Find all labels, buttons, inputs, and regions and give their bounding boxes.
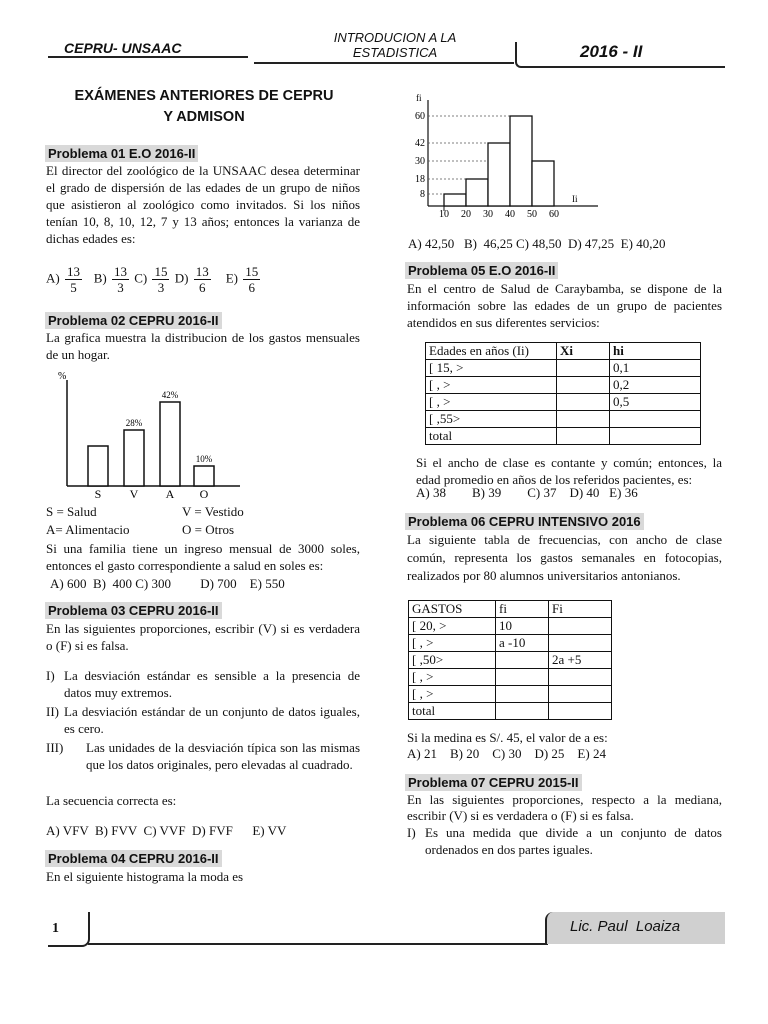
p04-hist-bar [510, 116, 532, 206]
p04-y-tick: 42 [415, 138, 425, 149]
p05-text: En el centro de Salud de Caraybamba, se dispone de la información sobre las edades de un grupo de pacientes atendidos en sus diferentes servicios: [407, 281, 722, 330]
p04-x-tick: 50 [527, 209, 537, 220]
p02-data-label: 42% [161, 390, 179, 400]
p06-title: Problema 06 CEPRU INTENSIVO 2016 [405, 513, 644, 530]
p02-legend-row2 [46, 521, 366, 538]
p03-item-3 [46, 739, 360, 773]
table-row [426, 428, 701, 445]
p01-opt-d-num: 13 [195, 264, 209, 279]
p02-bar-o [194, 466, 214, 486]
p01-opt-d [194, 264, 211, 295]
p04-answers: A) 42,50 B) 46,25 C) 48,50 D) 47,25 E) 40,20 [408, 236, 666, 251]
table-row [409, 686, 612, 703]
p06-text: La siguiente tabla de frecuencias, con ancho de clase común, representa los gastos semanales en fotocopias, realizados por 80 alumnos universitarios antonianos. [407, 532, 722, 583]
table-cell: 0,5 [610, 394, 701, 411]
main-title [44, 86, 364, 128]
p02-legend-vestido: V = Vestido [182, 504, 244, 519]
footer-author: Lic. Paul Loaiza [570, 918, 681, 935]
p05-th-edades: Edades en años (Ii) [426, 343, 557, 360]
p07-item-1-text: Es una medida que divide a un conjunto de datos ordenados en dos partes iguales. [425, 825, 722, 857]
p02-category-label: V [129, 487, 139, 501]
p02-bar-s [88, 446, 108, 486]
table-cell: 0,2 [610, 377, 701, 394]
table-cell [557, 428, 610, 445]
p04-hist-xlabel: Ii [572, 194, 578, 204]
p04-hist-ylabel: fi [416, 93, 422, 103]
table-cell [610, 411, 701, 428]
footer-page-number: 1 [52, 921, 59, 936]
table-cell: [ , > [409, 669, 496, 686]
table-cell: [ 20, > [409, 618, 496, 635]
p05-table [425, 342, 701, 445]
p01-opt-a-num: 13 [66, 264, 80, 279]
p02-text2: Si una familia tiene un ingreso mensual de 3000 soles, entonces el gasto correspondiente a salud en soles es: [46, 541, 360, 573]
p02-category-label: S [94, 487, 102, 501]
table-cell: [ , > [426, 394, 557, 411]
p06-th-Fi: Fi [549, 601, 612, 618]
p03-answers: A) VFV B) FVV C) VVF D) FVF E) VV [46, 823, 287, 838]
p01-text: El director del zoológico de la UNSAAC desea determinar el grado de dispersión de las edades de un grupo de niños que asistieron al zoológico como invitados. Si los niños tenían 10, 8, 10, 12, 7 y 13 años; entonces la varianza de dichas edades es: [46, 163, 360, 246]
p01-opt-a [65, 264, 82, 295]
p02-legend-alimento: A= Alimentacio [46, 522, 130, 537]
p01-opt-e [243, 264, 260, 295]
p04-x-tick: 60 [549, 209, 559, 220]
table-cell: a -10 [496, 635, 549, 652]
p04-x-tick: 40 [505, 209, 515, 220]
table-cell: [ ,50> [409, 652, 496, 669]
table-cell [496, 686, 549, 703]
p01-opt-b-den: 3 [117, 280, 124, 295]
p04-text: En el siguiente histograma la moda es [46, 869, 244, 884]
table-row [409, 618, 612, 635]
p04-histogram [408, 88, 608, 223]
table-row [409, 652, 612, 669]
footer-rule-line [88, 943, 548, 945]
p04-y-tick: 18 [415, 174, 425, 185]
p05-text2: Si el ancho de clase es contante y común; entonces, la edad promedio en años de los referidos pacientes, es: [416, 455, 722, 487]
p02-answers: A) 600 B) 400 C) 300 D) 700 E) 550 [50, 576, 285, 591]
header-center [300, 30, 490, 60]
p03-item-1-label: I) [46, 668, 55, 683]
header-center-line1: INTRODUCION A LA [333, 30, 457, 45]
p06-table-header [409, 601, 612, 618]
table-row [409, 703, 612, 720]
table-cell: [ , > [409, 635, 496, 652]
table-cell: 2a +5 [549, 652, 612, 669]
table-cell [496, 703, 549, 720]
table-cell: [ 15, > [426, 360, 557, 377]
p02-chart-ylabel: % [58, 371, 67, 382]
p03-sequence: La secuencia correcta es: [46, 793, 177, 808]
table-cell: total [426, 428, 557, 445]
table-row [426, 377, 701, 394]
p07-title: Problema 07 CEPRU 2015-II [405, 774, 582, 791]
p07-text: En las siguientes proporciones, respecto a la mediana, escribir (V) si es verdadera o (F) si es falsa. [407, 792, 722, 823]
p01-opt-c-den: 3 [157, 280, 165, 295]
table-cell: 10 [496, 618, 549, 635]
p05-th-xi: Xi [557, 343, 610, 360]
p01-opt-a-label: A) [46, 270, 60, 286]
p01-opt-e-num: 15 [245, 264, 259, 279]
p06-table [408, 600, 612, 720]
p01-opt-c-label: C) [134, 270, 148, 286]
p07-item-1-label: I) [407, 825, 416, 840]
p04-y-tick: 60 [415, 111, 425, 122]
table-cell [549, 703, 612, 720]
p03-item-1 [46, 667, 360, 701]
p01-opt-c-num: 15 [154, 264, 168, 279]
table-row [426, 360, 701, 377]
table-cell: 0,1 [610, 360, 701, 377]
p01-opt-a-den: 5 [70, 280, 77, 295]
p03-item-3-label: III) [46, 740, 64, 755]
p04-hist-bar [532, 161, 554, 206]
table-row [409, 669, 612, 686]
p02-title: Problema 02 CEPRU 2016-II [45, 312, 222, 329]
p07-item-1 [407, 824, 722, 858]
table-cell [549, 686, 612, 703]
p02-data-label: 10% [195, 454, 213, 464]
table-cell [610, 428, 701, 445]
p03-item-2 [46, 703, 360, 737]
p02-bars [88, 390, 214, 501]
table-row [409, 635, 612, 652]
p03-item-3-text: Las unidades de la desviación típica son las mismas que los datos originales, pero elevadas al cuadrado. [86, 740, 360, 772]
p04-x-tick: 30 [483, 209, 493, 220]
header-right: 2016 - II [580, 42, 643, 61]
p03-item-2-text: La desviación estándar de un conjunto de datos iguales, es cero. [64, 704, 360, 736]
p06-th-fi: fi [496, 601, 549, 618]
header-rule-left [48, 56, 248, 58]
p01-opt-b-label: B) [93, 270, 107, 286]
p01-opt-e-den: 6 [248, 280, 255, 295]
table-cell [557, 360, 610, 377]
p01-title: Problema 01 E.O 2016-II [45, 145, 198, 162]
p02-bar-chart [50, 366, 250, 502]
p02-category-label: A [165, 487, 175, 501]
table-row [426, 411, 701, 428]
p04-hist-bar [466, 179, 488, 206]
table-cell: [ , > [409, 686, 496, 703]
p01-opt-b-num: 13 [113, 264, 127, 279]
table-cell [549, 618, 612, 635]
p05-title: Problema 05 E.O 2016-II [405, 262, 558, 279]
p02-legend-row1 [46, 503, 366, 520]
table-cell [549, 669, 612, 686]
p02-bar-a [160, 402, 180, 486]
table-cell: [ , > [426, 377, 557, 394]
p05-answers: A) 38 B) 39 C) 37 D) 40 E) 36 [416, 485, 638, 500]
p02-data-label: 28% [125, 418, 143, 428]
header-center-line2: ESTADISTICA [352, 45, 438, 60]
p01-opt-d-den: 6 [198, 280, 206, 295]
table-cell [557, 377, 610, 394]
table-cell [496, 652, 549, 669]
p02-text: La grafica muestra la distribucion de los gastos mensuales de un hogar. [46, 330, 360, 362]
table-cell: [ ,55> [426, 411, 557, 428]
main-title-line2: Y ADMISON [163, 109, 245, 125]
table-cell: total [409, 703, 496, 720]
p04-title: Problema 04 CEPRU 2016-II [45, 850, 222, 867]
p04-hist-bar [488, 143, 510, 206]
table-cell [549, 635, 612, 652]
p01-opt-c [152, 264, 169, 295]
p06-th-gastos: GASTOS [409, 601, 496, 618]
p03-text: En las siguientes proporciones, escribir (V) si es verdadera o (F) si es falsa. [46, 621, 360, 653]
p02-category-label: O [199, 487, 209, 501]
p02-legend-otros: O = Otros [182, 522, 235, 537]
p01-options [46, 264, 366, 295]
p04-y-tick: 30 [415, 156, 425, 167]
p04-hist-bar [444, 194, 466, 206]
p01-opt-d-label: D) [174, 270, 189, 286]
p01-opt-b [112, 264, 129, 295]
table-cell [557, 394, 610, 411]
p02-bar-v [124, 430, 144, 486]
table-cell [557, 411, 610, 428]
table-cell [496, 669, 549, 686]
p04-x-tick: 10 [439, 209, 449, 220]
p01-opt-e-label: E) [225, 270, 238, 286]
p02-legend-salud: S = Salud [46, 504, 97, 519]
header-rule-center [254, 62, 514, 64]
p04-y-tick: 8 [420, 189, 425, 200]
header-left: CEPRU- UNSAAC [64, 40, 182, 56]
p04-x-tick: 20 [461, 209, 471, 220]
main-title-line1: EXÁMENES ANTERIORES DE CEPRU [74, 88, 334, 104]
p03-item-1-text: La desviación estándar es sensible a la presencia de datos muy extremos. [64, 668, 360, 700]
p06-text2: Si la medina es S/. 45, el valor de a es: [407, 730, 608, 745]
p05-th-hi: hi [610, 343, 701, 360]
p03-title: Problema 03 CEPRU 2016-II [45, 602, 222, 619]
p06-answers: A) 21 B) 20 C) 30 D) 25 E) 24 [407, 746, 606, 761]
footer-rule [48, 912, 90, 947]
table-row [426, 394, 701, 411]
p03-item-2-label: II) [46, 704, 59, 719]
p05-table-header [426, 343, 701, 360]
